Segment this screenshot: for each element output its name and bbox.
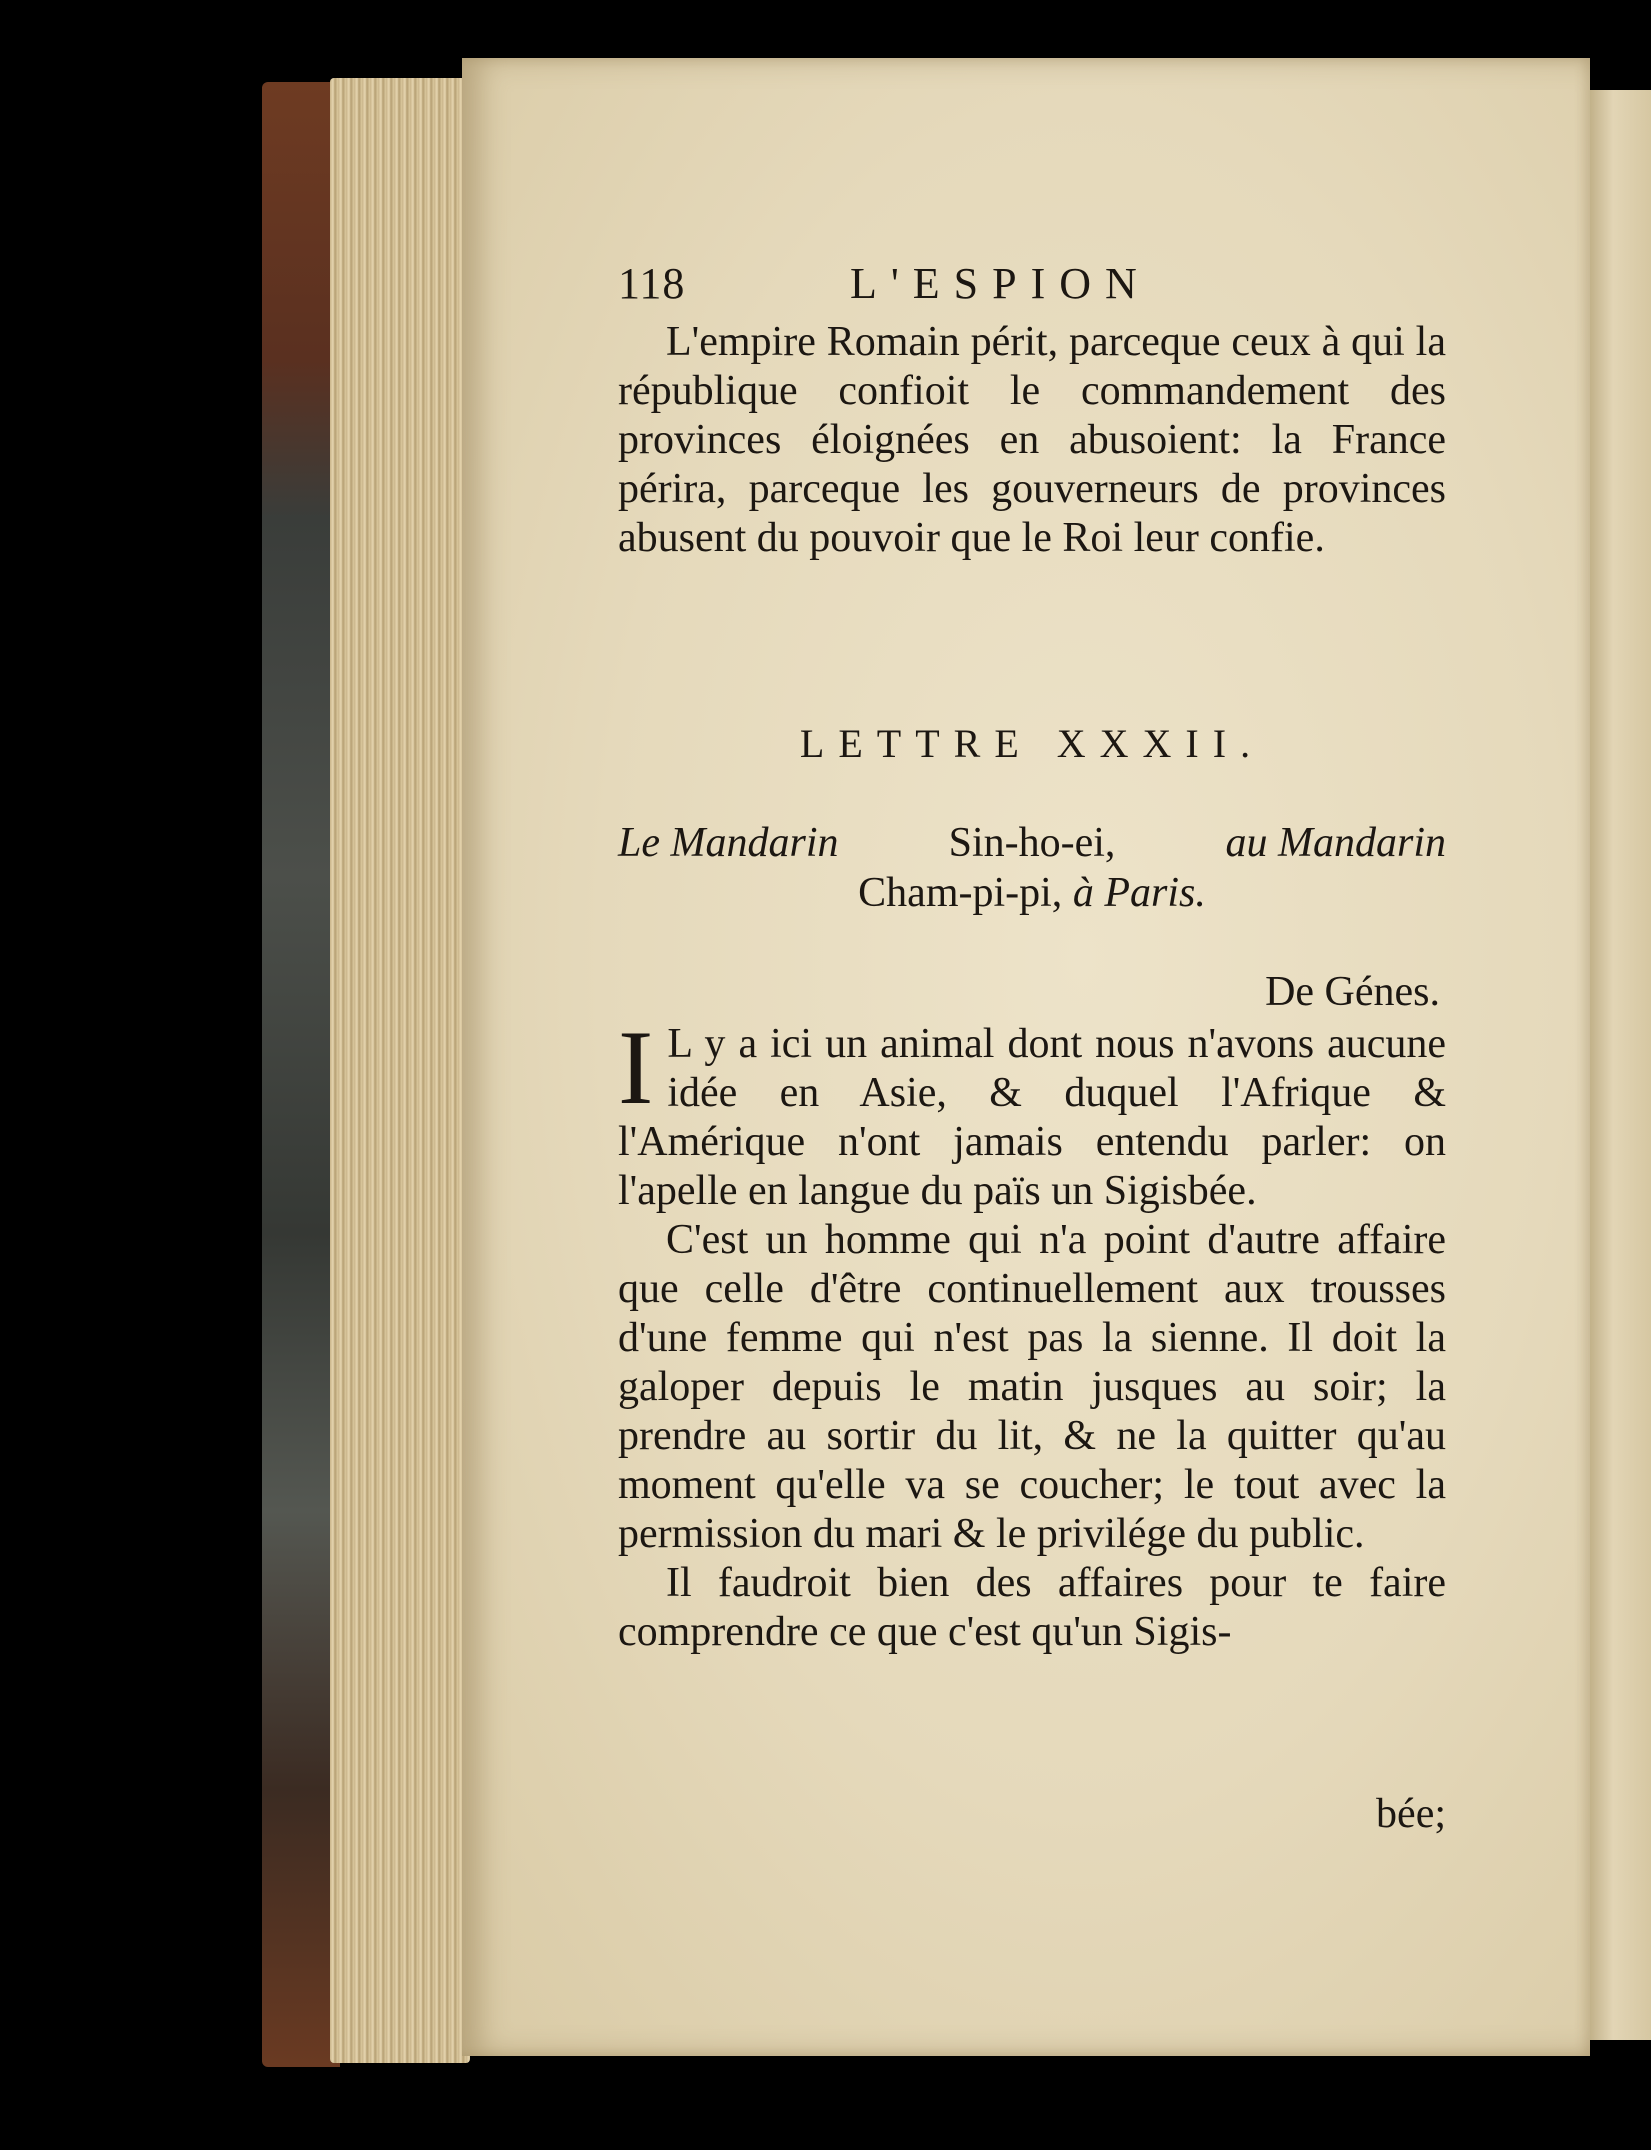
- opening-paragraph: L'empire Romain périt, parceque ceux à qui la république confioit le commandement des provinces éloignées en abusoient: la France périra, parceque les gouverneurs de provinces abusent du pouvoir que le Roi leur confie.: [618, 319, 1446, 561]
- recipient-name: Cham-pi-pi,: [858, 870, 1063, 916]
- opening-text-block: [618, 318, 1446, 563]
- adjacent-page-edge: [1588, 90, 1651, 2040]
- letter-paragraph-1-text: L y a ici un animal dont nous n'avons aucune idée en Asie, & duquel l'Afrique & l'Amérique n'ont jamais entendu parler: on l'apelle en langue du païs un Sigisbée.: [618, 1021, 1446, 1214]
- dateline: De Génes.: [1265, 969, 1440, 1015]
- letter-body: [618, 1009, 1446, 1657]
- catchword: bée;: [1376, 1791, 1446, 1837]
- recipient-place: à Paris.: [1072, 870, 1206, 916]
- drop-cap: I: [618, 1009, 654, 1126]
- book-binding: [262, 82, 340, 2067]
- letter-paragraph-1: [618, 1009, 1446, 1216]
- letter-heading: LETTRE XXXII.: [799, 721, 1265, 766]
- running-header: [618, 258, 1258, 310]
- sender-prefix: Le Mandarin: [618, 820, 839, 866]
- letter-address: [618, 818, 1446, 918]
- page-number: 118: [618, 259, 686, 308]
- letter-paragraph-2: C'est un homme qui n'a point d'autre affaire que celle d'être continuellement aux trousses d'une femme qui n'est pas la sienne. Il doit la galoper depuis le matin jusques au soir; la prendre au sortir du lit, & ne la quitter qu'au moment qu'elle va se coucher; le tout avec la permission du mari & le privilége du public.: [618, 1217, 1446, 1557]
- sender-name: Sin-ho-ei,: [948, 820, 1116, 866]
- letter-paragraph-3: Il faudroit bien des affaires pour te faire comprendre ce que c'est qu'un Sigis-: [618, 1560, 1446, 1655]
- page-edges: [330, 78, 470, 2063]
- recipient-prefix: au Mandarin: [1225, 820, 1446, 866]
- running-title: L'ESPION: [850, 259, 1151, 308]
